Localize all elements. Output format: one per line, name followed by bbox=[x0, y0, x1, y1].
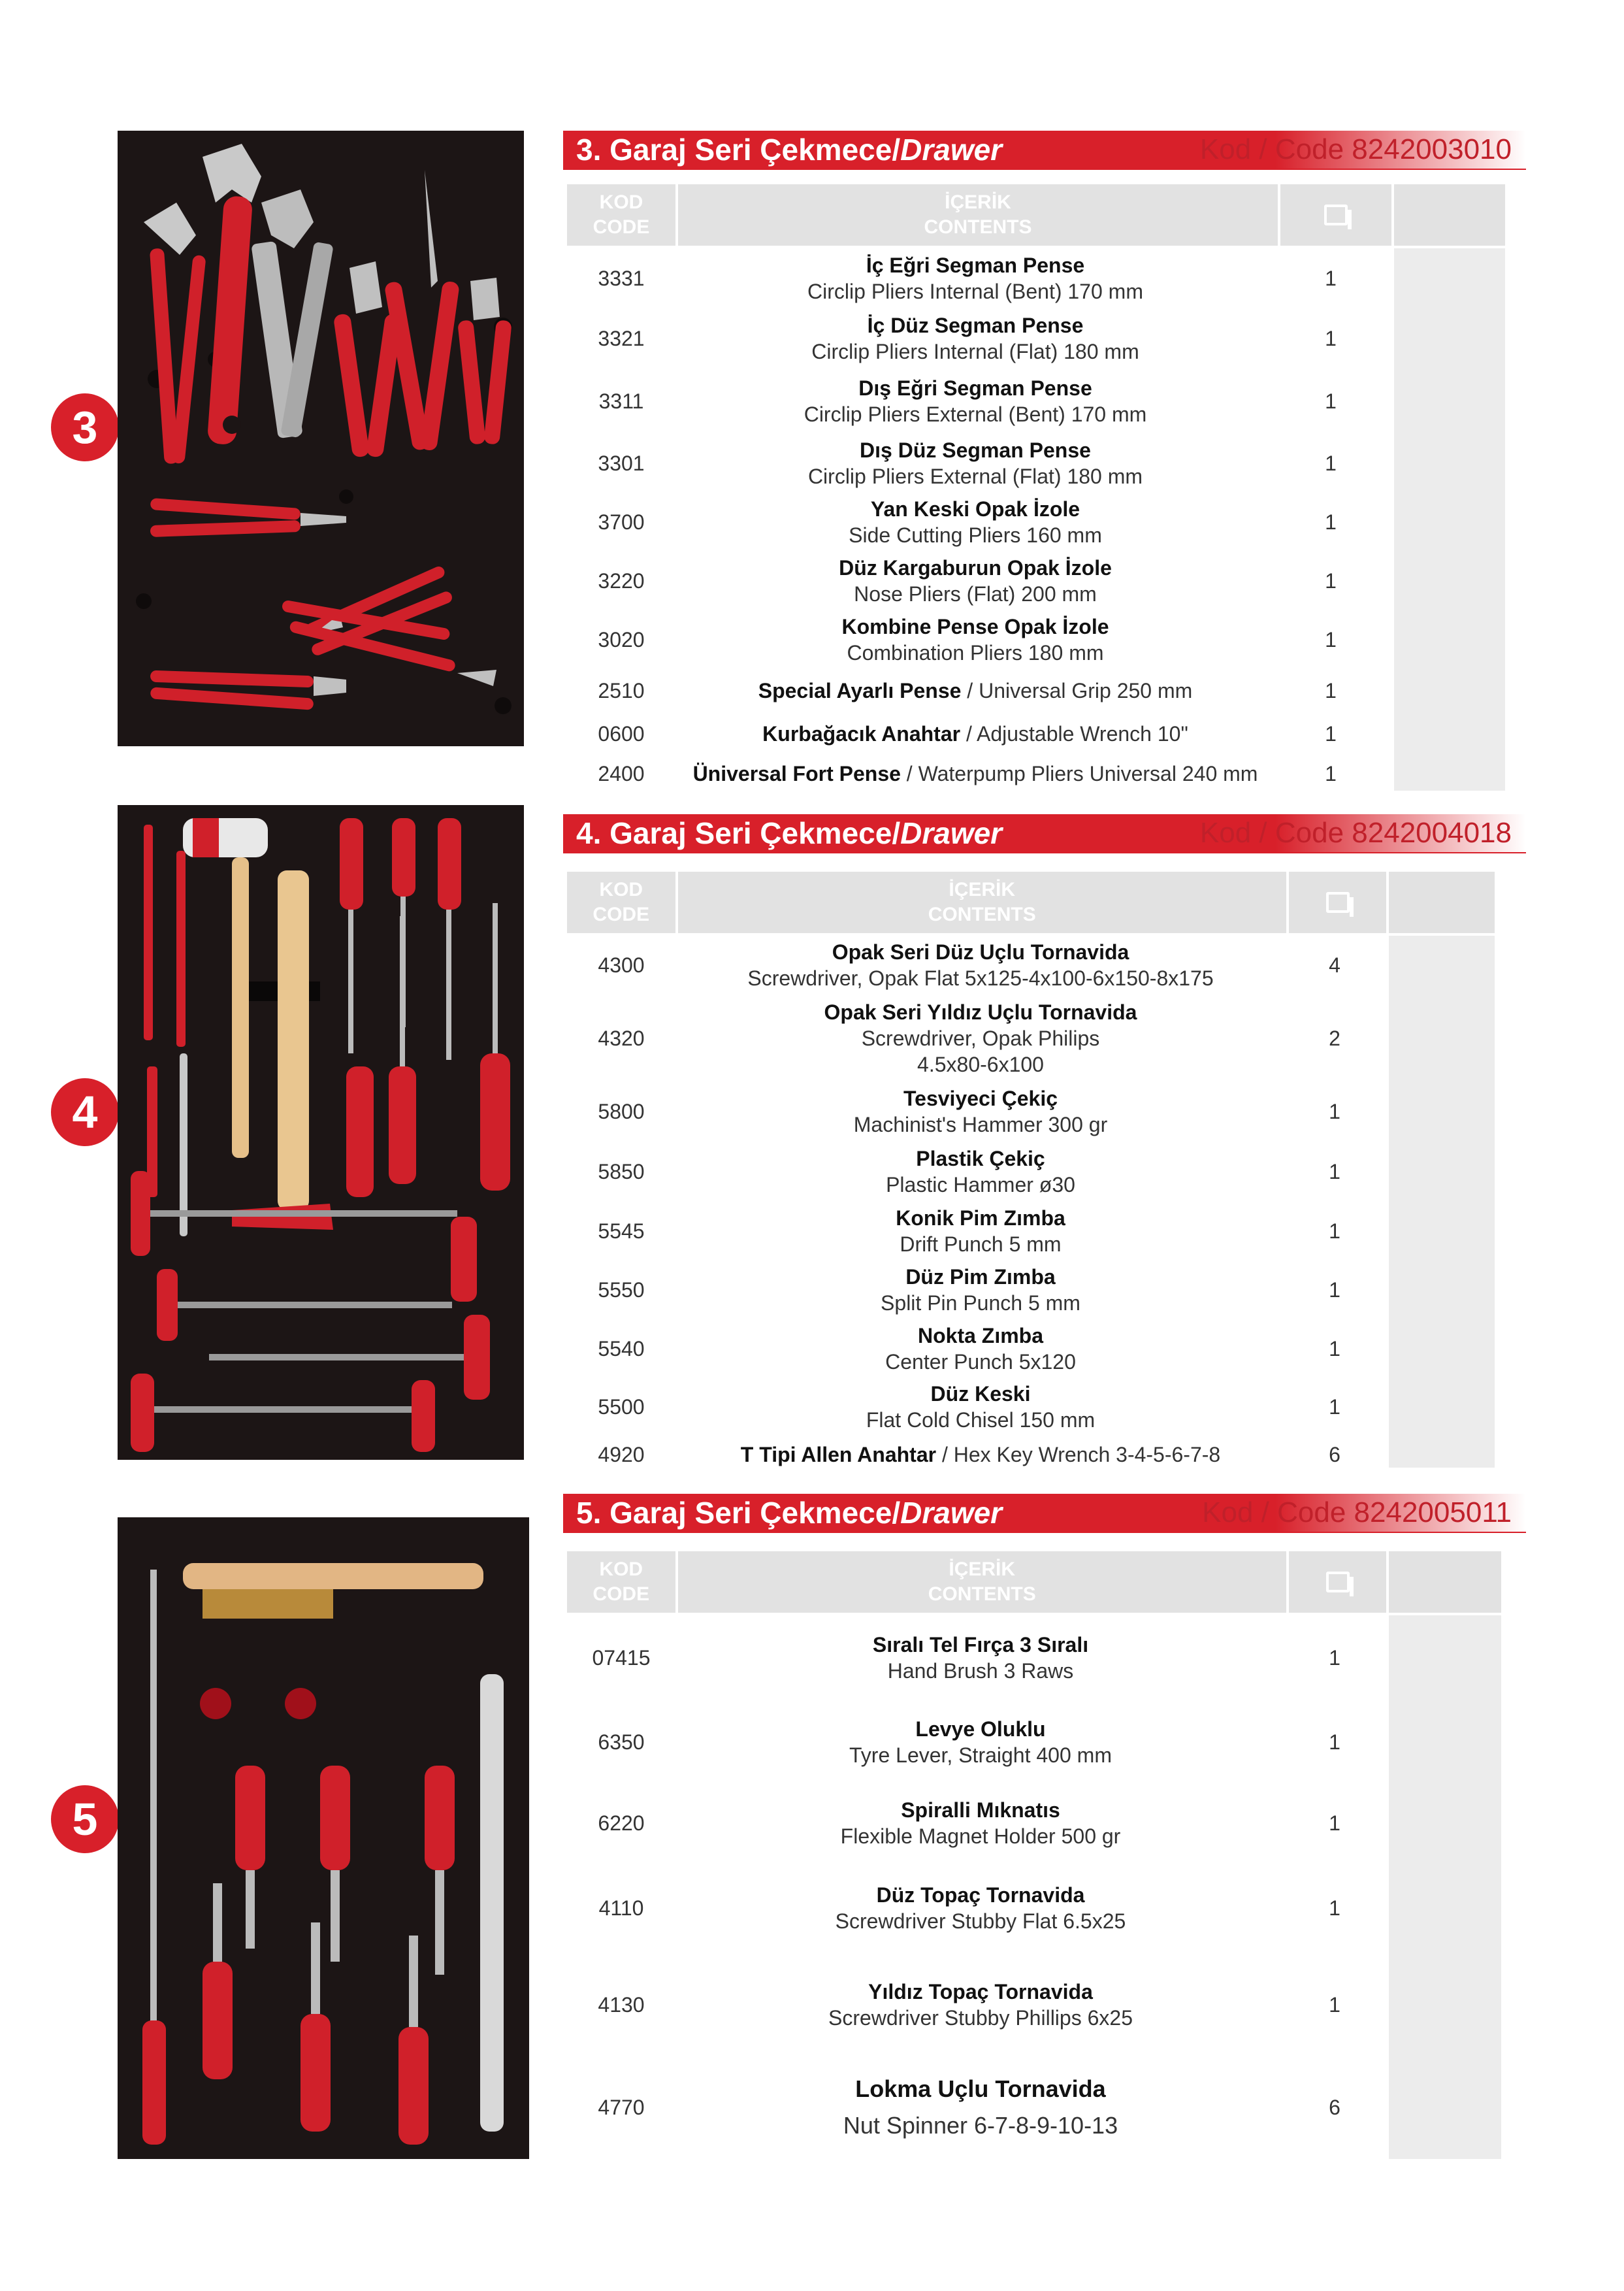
item-contents bbox=[675, 1381, 1286, 1433]
item-quantity: 1 bbox=[1325, 326, 1337, 350]
item-name-tr: Yıldız Topaç Tornavida bbox=[868, 1980, 1093, 2003]
item-code: 6220 bbox=[598, 1811, 645, 1835]
table-row bbox=[567, 712, 1386, 755]
table-row bbox=[567, 755, 1386, 792]
item-contents bbox=[675, 375, 1275, 427]
drawer-5-table bbox=[567, 1551, 1501, 2139]
item-name-en: Nut Spinner 6-7-8-9-10-13 bbox=[843, 2112, 1118, 2139]
table-row bbox=[567, 552, 1386, 610]
item-contents bbox=[675, 939, 1286, 991]
item-code: 3331 bbox=[598, 266, 645, 290]
item-name-tr: İç Düz Segman Pense bbox=[867, 314, 1084, 337]
item-name-tr: Plastik Çekiç bbox=[916, 1147, 1045, 1170]
item-name-en: Center Punch 5x120 bbox=[885, 1350, 1076, 1374]
item-quantity: 2 bbox=[1329, 1026, 1340, 1050]
item-contents bbox=[675, 614, 1275, 666]
item-name-tr: Lokma Uçlu Tornavida bbox=[855, 2075, 1106, 2102]
item-quantity: 1 bbox=[1329, 1896, 1340, 1920]
item-name-en: Hex Key Wrench 3-4-5-6-7-8 bbox=[953, 1443, 1221, 1466]
item-quantity: 1 bbox=[1329, 1394, 1340, 1419]
item-quantity: 1 bbox=[1329, 1811, 1340, 1835]
checkbox-icon bbox=[1324, 205, 1348, 225]
drawer-3-table bbox=[567, 184, 1505, 785]
item-contents bbox=[675, 999, 1286, 1078]
stubby-screwdriver-icon bbox=[200, 1688, 231, 1719]
item-quantity: 1 bbox=[1325, 451, 1337, 475]
table-row bbox=[567, 1862, 1384, 1954]
item-contents bbox=[675, 1797, 1286, 1849]
item-name-en: Machinist's Hammer 300 gr bbox=[853, 1113, 1108, 1136]
item-contents bbox=[675, 1716, 1286, 1768]
item-contents: Special Ayarlı Pense / Universal Grip 250 mm bbox=[758, 679, 1193, 702]
item-name-en: Universal Grip 250 mm bbox=[979, 679, 1193, 702]
check-column bbox=[1389, 1615, 1501, 2159]
pliers-tray-illustration bbox=[118, 131, 524, 746]
item-contents: Üniversal Fort Pense / Waterpump Pliers Universal 240 mm bbox=[692, 762, 1258, 785]
drawer-5-title: 5. Garaj Seri Çekmece/Drawer bbox=[576, 1496, 1003, 1530]
table-row bbox=[567, 936, 1384, 995]
table-row bbox=[567, 1377, 1384, 1436]
drawer-5-photo bbox=[118, 1517, 529, 2159]
item-contents bbox=[675, 1085, 1286, 1138]
item-code: 0600 bbox=[598, 721, 645, 746]
table-row bbox=[567, 1260, 1384, 1320]
item-name-en: Circlip Pliers Internal (Bent) 170 mm bbox=[807, 280, 1143, 303]
item-name-tr: T Tipi Allen Anahtar bbox=[740, 1443, 937, 1466]
table-row bbox=[567, 1700, 1384, 1784]
item-name-en: Hand Brush 3 Raws bbox=[887, 1659, 1074, 1683]
item-contents bbox=[675, 496, 1275, 548]
item-code: 3020 bbox=[598, 627, 645, 651]
item-name-en: Screwdriver, Opak Philips bbox=[861, 1027, 1100, 1050]
item-quantity: 1 bbox=[1325, 761, 1337, 785]
drawer-5-code: Kod / Code 8242005011 bbox=[1202, 1496, 1512, 1528]
item-name-tr: Nokta Zımba bbox=[917, 1324, 1044, 1347]
drawer-3-code: Kod / Code 8242003010 bbox=[1199, 133, 1512, 165]
header-qty bbox=[1289, 872, 1387, 933]
item-code: 3220 bbox=[598, 569, 645, 593]
item-quantity: 1 bbox=[1325, 569, 1337, 593]
item-name-tr: Opak Seri Yıldız Uçlu Tornavida bbox=[824, 1000, 1137, 1024]
item-name-tr: Konik Pim Zımba bbox=[896, 1206, 1065, 1230]
drawer-5-title-bar bbox=[563, 1494, 1526, 1533]
item-code: 3700 bbox=[598, 510, 645, 534]
item-quantity: 1 bbox=[1329, 1336, 1340, 1360]
table-row bbox=[567, 2056, 1384, 2159]
header-code: KOD CODE bbox=[567, 872, 675, 933]
item-contents bbox=[675, 1882, 1286, 1934]
item-contents bbox=[675, 1632, 1286, 1684]
drawer-4-photo bbox=[118, 805, 524, 1460]
screwdriver-tray-illustration bbox=[118, 805, 524, 1460]
brush-tray-illustration bbox=[118, 1517, 529, 2159]
table-row bbox=[567, 1615, 1384, 1700]
item-name-en: Nose Pliers (Flat) 200 mm bbox=[854, 582, 1097, 606]
item-name-tr: Opak Seri Düz Uçlu Tornavida bbox=[832, 940, 1129, 964]
header-check bbox=[1389, 1551, 1501, 1613]
item-name-tr: Levye Oluklu bbox=[915, 1717, 1046, 1741]
table-row bbox=[567, 1436, 1384, 1473]
item-name-en: Flat Cold Chisel 150 mm bbox=[866, 1408, 1096, 1432]
item-name-en: Waterpump Pliers Universal 240 mm bbox=[918, 762, 1258, 785]
item-code: 3301 bbox=[598, 451, 645, 475]
table-row bbox=[567, 308, 1386, 369]
item-code: 5540 bbox=[598, 1336, 645, 1360]
checkbox-icon bbox=[1326, 892, 1350, 913]
item-name-en: Drift Punch 5 mm bbox=[900, 1232, 1062, 1256]
drawer-3-title-bar bbox=[563, 131, 1526, 170]
item-name-tr: Düz Kargaburun Opak İzole bbox=[839, 556, 1112, 580]
item-name-en: Plastic Hammer ø30 bbox=[886, 1173, 1075, 1196]
item-name-tr: Yan Keski Opak İzole bbox=[870, 497, 1080, 521]
table-row bbox=[567, 369, 1386, 434]
header-check bbox=[1394, 184, 1505, 246]
item-code: 5850 bbox=[598, 1159, 645, 1183]
item-code: 07415 bbox=[592, 1645, 651, 1670]
table-row bbox=[567, 1784, 1384, 1862]
header-qty bbox=[1280, 184, 1391, 246]
item-code: 6350 bbox=[598, 1730, 645, 1754]
item-quantity: 1 bbox=[1329, 1730, 1340, 1754]
item-code: 4320 bbox=[598, 1026, 645, 1050]
section-number-badge: 5 bbox=[51, 1785, 119, 1853]
item-quantity: 1 bbox=[1329, 1645, 1340, 1670]
item-name-tr: Spiralli Mıknatıs bbox=[901, 1798, 1060, 1822]
table-row bbox=[567, 610, 1386, 669]
item-name-en: Screwdriver, Opak Flat 5x125-4x100-6x150-8x175 bbox=[747, 966, 1214, 990]
drawer-4-title: 4. Garaj Seri Çekmece/Drawer bbox=[576, 816, 1003, 850]
table-row bbox=[567, 1954, 1384, 2056]
item-quantity: 1 bbox=[1325, 678, 1337, 702]
drawer-3-title: 3. Garaj Seri Çekmece/Drawer bbox=[576, 133, 1003, 167]
check-column bbox=[1389, 936, 1495, 1468]
header-code: KOD CODE bbox=[567, 1551, 675, 1613]
item-name-en: Combination Pliers 180 mm bbox=[847, 641, 1104, 665]
item-quantity: 1 bbox=[1325, 389, 1337, 413]
item-name-tr: Düz Keski bbox=[930, 1382, 1031, 1406]
item-name-tr: Dış Eğri Segman Pense bbox=[858, 376, 1092, 400]
item-name-tr: Dış Düz Segman Pense bbox=[860, 438, 1091, 462]
item-name-en: Side Cutting Pliers 160 mm bbox=[849, 523, 1102, 547]
table-row bbox=[567, 995, 1384, 1082]
item-name-en: Screwdriver Stubby Flat 6.5x25 bbox=[835, 1909, 1126, 1933]
drawer-3-photo bbox=[118, 131, 524, 746]
item-name-en: Split Pin Punch 5 mm bbox=[881, 1291, 1080, 1315]
table-header bbox=[567, 872, 1495, 933]
item-code: 5545 bbox=[598, 1219, 645, 1243]
drawer-4-code: Kod / Code 8242004018 bbox=[1199, 817, 1512, 849]
header-code: KOD CODE bbox=[567, 184, 675, 246]
header-contents: İÇERİK CONTENTS bbox=[678, 184, 1278, 246]
table-row bbox=[567, 1141, 1384, 1202]
item-code: 2400 bbox=[598, 761, 645, 785]
item-contents: Kurbağacık Anahtar / Adjustable Wrench 10" bbox=[762, 722, 1188, 746]
item-name-en: Circlip Pliers External (Bent) 170 mm bbox=[804, 403, 1147, 426]
item-quantity: 6 bbox=[1329, 2095, 1340, 2119]
chisel-icon bbox=[180, 1053, 187, 1236]
item-quantity: 1 bbox=[1325, 510, 1337, 534]
magnet-holder-icon bbox=[150, 1570, 157, 2079]
item-code: 4130 bbox=[598, 1992, 645, 2017]
item-name-tr: Kurbağacık Anahtar bbox=[762, 722, 961, 746]
table-row bbox=[567, 1082, 1384, 1141]
item-quantity: 1 bbox=[1329, 1219, 1340, 1243]
header-qty bbox=[1289, 1551, 1387, 1613]
item-quantity: 1 bbox=[1329, 1992, 1340, 2017]
table-row bbox=[567, 248, 1386, 308]
item-name-tr: Düz Pim Zımba bbox=[905, 1265, 1056, 1289]
section-number-badge: 4 bbox=[51, 1078, 119, 1146]
item-quantity: 6 bbox=[1329, 1442, 1340, 1466]
item-name-tr: Tesviyeci Çekiç bbox=[903, 1087, 1058, 1110]
table-row bbox=[567, 1320, 1384, 1377]
item-contents bbox=[675, 437, 1275, 489]
item-quantity: 1 bbox=[1329, 1099, 1340, 1123]
item-code: 4920 bbox=[598, 1442, 645, 1466]
check-column bbox=[1394, 248, 1505, 791]
item-code: 5500 bbox=[598, 1394, 645, 1419]
item-contents bbox=[675, 1264, 1286, 1316]
item-code: 4300 bbox=[598, 953, 645, 977]
header-contents: İÇERİK CONTENTS bbox=[678, 1551, 1286, 1613]
table-header bbox=[567, 1551, 1501, 1613]
item-contents bbox=[675, 1979, 1286, 2031]
item-name-en: Flexible Magnet Holder 500 gr bbox=[840, 1824, 1121, 1848]
item-code: 4770 bbox=[598, 2095, 645, 2119]
tyre-lever-icon bbox=[480, 1674, 504, 2132]
item-name-en: Tyre Lever, Straight 400 mm bbox=[849, 1743, 1112, 1767]
table-row bbox=[567, 1202, 1384, 1260]
section-number-badge: 3 bbox=[51, 393, 119, 461]
item-name-tr: Düz Topaç Tornavida bbox=[876, 1883, 1085, 1907]
item-contents bbox=[675, 1323, 1286, 1375]
item-name-en-2: 4.5x80-6x100 bbox=[917, 1053, 1044, 1076]
item-quantity: 1 bbox=[1329, 1159, 1340, 1183]
item-name-tr: Üniversal Fort Pense bbox=[692, 762, 901, 785]
table-header bbox=[567, 184, 1505, 246]
item-name-tr: İç Eğri Segman Pense bbox=[866, 254, 1085, 277]
item-quantity: 4 bbox=[1329, 953, 1340, 977]
item-contents bbox=[675, 252, 1275, 305]
header-contents: İÇERİK CONTENTS bbox=[678, 872, 1286, 933]
table-row bbox=[567, 434, 1386, 493]
checkbox-icon bbox=[1326, 1572, 1350, 1592]
table-row bbox=[567, 493, 1386, 552]
item-contents: T Tipi Allen Anahtar / Hex Key Wrench 3-4-5-6-7-8 bbox=[740, 1443, 1221, 1466]
item-contents bbox=[675, 312, 1275, 365]
item-contents bbox=[675, 555, 1275, 607]
drawer-4-title-bar bbox=[563, 814, 1526, 853]
item-quantity: 1 bbox=[1325, 627, 1337, 651]
item-quantity: 1 bbox=[1325, 266, 1337, 290]
item-name-tr: Sıralı Tel Fırça 3 Sıralı bbox=[872, 1633, 1089, 1656]
item-contents bbox=[675, 2071, 1286, 2144]
item-contents bbox=[675, 1146, 1286, 1198]
item-code: 3311 bbox=[598, 389, 644, 413]
item-code: 5550 bbox=[598, 1277, 645, 1302]
item-name-tr: Special Ayarlı Pense bbox=[758, 679, 962, 702]
item-name-en: Adjustable Wrench 10" bbox=[976, 722, 1188, 746]
item-quantity: 1 bbox=[1329, 1277, 1340, 1302]
item-name-en: Circlip Pliers Internal (Flat) 180 mm bbox=[811, 340, 1139, 363]
item-code: 3321 bbox=[598, 326, 645, 350]
table-row bbox=[567, 669, 1386, 712]
item-code: 5800 bbox=[598, 1099, 645, 1123]
item-name-en: Circlip Pliers External (Flat) 180 mm bbox=[807, 465, 1143, 488]
item-quantity: 1 bbox=[1325, 721, 1337, 746]
item-name-en: Screwdriver Stubby Phillips 6x25 bbox=[828, 2006, 1133, 2030]
item-code: 2510 bbox=[598, 678, 645, 702]
header-check bbox=[1389, 872, 1495, 933]
item-contents bbox=[675, 1205, 1286, 1257]
item-name-tr: Kombine Pense Opak İzole bbox=[841, 615, 1109, 638]
drawer-4-table bbox=[567, 872, 1495, 1466]
item-code: 4110 bbox=[598, 1896, 644, 1920]
